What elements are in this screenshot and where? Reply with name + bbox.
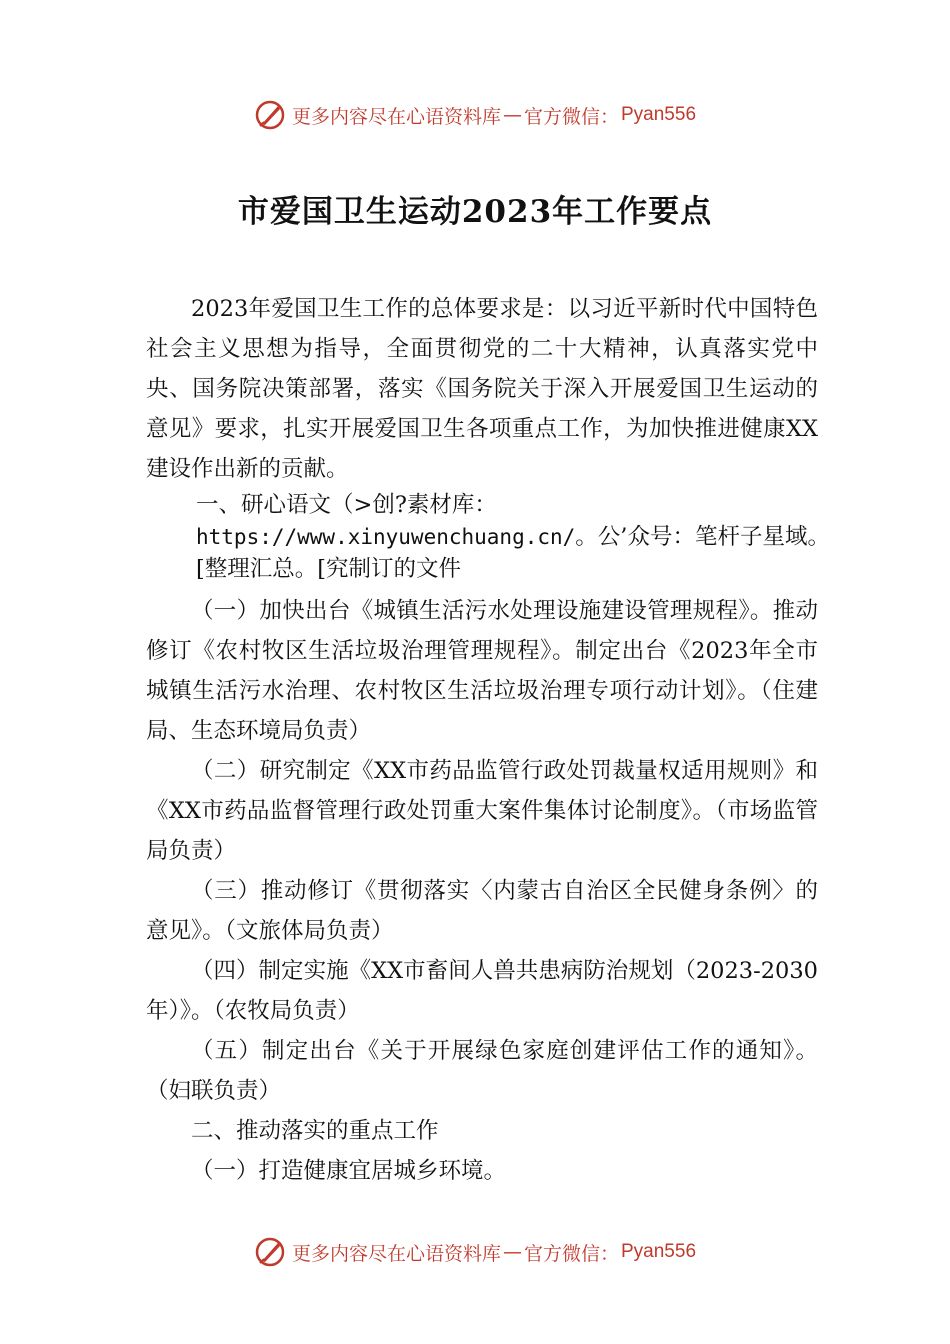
watermark-text: 更多内容尽在心语资料库 (291, 1242, 501, 1265)
watermark-dash: — (502, 1241, 522, 1263)
section1-heading-suffix: 。公’众号：笔杆子星域。[整理汇总。[究制订的文件 (196, 524, 830, 582)
watermark-label: 官方微信： (523, 1242, 619, 1265)
section1-item-4: （四）制定实施《XX市畜间人兽共患病防治规划（2023-2030年）》。（农牧局负责） (146, 958, 818, 1024)
section1-heading (146, 489, 836, 585)
section1-heading-prefix: 一、研心语文（>创?素材库： (196, 492, 497, 518)
section1-item-1: （一）加快出台《城镇生活污水处理设施建设管理规程》。推动修订《农村牧区生活垃圾治理管理规程》。制定出台《2023年全市城镇生活污水治理、农村牧区生活垃圾治理专项行动计划》。（住建局、生态环境局负责） (146, 598, 818, 744)
quill-logo-icon (254, 99, 286, 131)
quill-logo-icon (254, 1236, 286, 1268)
watermark-wechat-id: Pyan556 (621, 1241, 697, 1262)
section2-item-1: （一）打造健康宜居城乡环境。 (191, 1158, 507, 1184)
section1-item-3: （三）推动修订《贯彻落实〈内蒙古自治区全民健身条例〉的意见》。（文旅体局负责） (146, 878, 818, 944)
watermark-label: 官方微信： (523, 105, 619, 128)
section1-url-link[interactable]: https://www.xinyuwenchuang.cn/ (196, 525, 576, 549)
footer-watermark (0, 1232, 950, 1272)
watermark-dash: — (502, 104, 522, 126)
watermark-wechat-id: Pyan556 (621, 104, 697, 125)
page-title: 市爱国卫生运动2023年工作要点 (237, 194, 713, 230)
section1-item-5: （五）制定出台《关于开展绿色家庭创建评估工作的通知》。（妇联负责） (146, 1038, 818, 1104)
intro-paragraph: 2023年爱国卫生工作的总体要求是：以习近平新时代中国特色社会主义思想为指导，全面贯彻党的二十大精神，认真落实党中央、国务院决策部署，落实《国务院关于深入开展爱国卫生运动的意见》要求，扎实开展爱国卫生各项重点工作，为加快推进健康XX建设作出新的贡献。 (146, 296, 818, 482)
header-watermark (0, 95, 950, 135)
document-body (146, 289, 830, 1191)
section2-heading: 二、推动落实的重点工作 (191, 1118, 439, 1144)
watermark-text: 更多内容尽在心语资料库 (291, 105, 501, 128)
section1-item-2: （二）研究制定《XX市药品监管行政处罚裁量权适用规则》和《XX市药品监督管理行政处罚重大案件集体讨论制度》。（市场监管局负责） (146, 758, 818, 864)
